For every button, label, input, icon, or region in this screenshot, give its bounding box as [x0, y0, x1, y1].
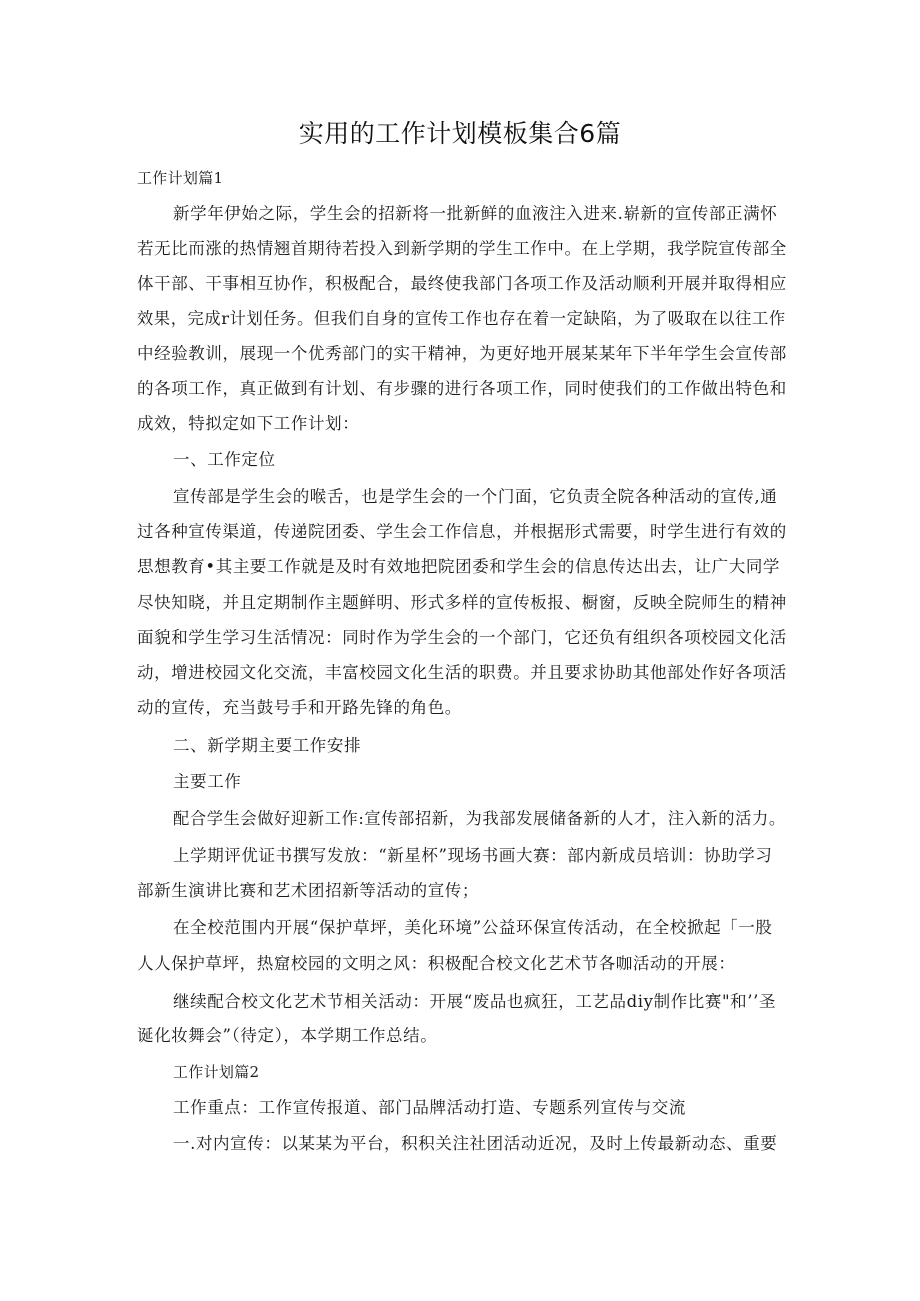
paragraph-line: 尽快知晓，并且定期制作主题鲜明、形式多样的宣传板报、橱窗，反映全院师生的精神 — [137, 593, 787, 612]
paragraph-line: 诞化妆舞会”（待定），本学期工作总结。 — [137, 1026, 438, 1045]
paragraph-line: 面貌和学生学习生活情况：同时作为学生会的一个部门，它还负有组织各项校园文化活 — [137, 628, 787, 647]
paragraph-line: 效果，完成r计划任务。但我们自身的宣传工作也存在着一定缺陷，为了吸取在以往工作 — [137, 309, 786, 328]
paragraph-line: 继续配合校文化艺术节相关活动：开展“废品也疯狂，工艺品diy制作比赛"和’’圣 — [173, 992, 777, 1011]
paragraph-line: 新学年伊始之际，学生会的招新将一批新鲜的血液注入进来.崭新的宣传部正满怀 — [173, 204, 778, 223]
paragraph-line: 的各项工作，真正做到有计划、有步骤的进行各项工作，同时使我们的工作做出特色和 — [137, 379, 787, 398]
paragraph-line: 若无比而涨的热情翘首期待若投入到新学期的学生工作中。在上学期，我学院宣传部全 — [137, 239, 787, 258]
paragraph-line: 工作重点：工作宣传报道、部门品牌活动打造、专题系列宣传与交流 — [173, 1098, 686, 1117]
paragraph-line: 思想教育•其主要工作就是及时有效地把院团委和学生会的信息传达出去，让广大同学 — [137, 557, 781, 576]
section-heading-plan-1: 工作计划篇1 — [137, 169, 224, 187]
paragraph-line: 成效，特拟定如下工作计划： — [137, 414, 360, 433]
paragraph-line: 配合学生会做好迎新工作:宣传部招新，为我部发展储备新的人才，注入新的活力。 — [173, 809, 786, 828]
paragraph-line: 部新生演讲比赛和艺术团招新等活动的宣传； — [137, 881, 479, 900]
section-heading-arrangement: 二、新学期主要工作安排 — [173, 736, 362, 755]
paragraph-line: 一.对内宣传：以某某为平台，积积关注社团活动近况，及时上传最新动态、重要 — [173, 1134, 778, 1153]
paragraph-line: 宣传部是学生会的喉舌，也是学生会的一个门面，它负责全院各种活动的宣传,通 — [173, 487, 778, 506]
paragraph-line: 中经验教训，展现一个优秀部门的实干精神，为更好地开展某某年下半年学生会宣传部 — [137, 344, 787, 363]
paragraph-line: 过各种宣传渠道，传递院团委、学生会工作信息，并根据形式需要，时学生进行有效的 — [137, 522, 787, 541]
document-title: 实用的工作计划模板集合6篇 — [298, 119, 622, 148]
paragraph-line: 动，增进校园文化交流，丰富校园文化生活的职费。并且要求协助其他部处作好各项活 — [137, 663, 787, 682]
subheading-main-work: 主要工作 — [173, 772, 242, 791]
section-heading-positioning: 一、工作定位 — [173, 450, 276, 469]
section-heading-plan-2: 工作计划篇2 — [173, 1063, 260, 1081]
paragraph-line: 人人保护草坪，热窟校园的文明之风：积极配合校文化艺术节各咖活动的开展： — [137, 954, 736, 973]
paragraph-line: 上学期评优证书撰写发放：“新星杯”现场书画大赛：部内新成员培训：协助学习 — [173, 846, 773, 865]
paragraph-line: 在全校范围内开展“保护草坪，美化环境”公益环保宣传活动，在全校掀起「一股 — [173, 918, 773, 937]
paragraph-line: 体干部、干事相互协作，积极配合，最终使我部门各项工作及活动顺利开展并取得相应 — [137, 274, 787, 293]
paragraph-line: 动的宣传，充当鼓号手和开路先锋的角色。 — [137, 698, 462, 717]
